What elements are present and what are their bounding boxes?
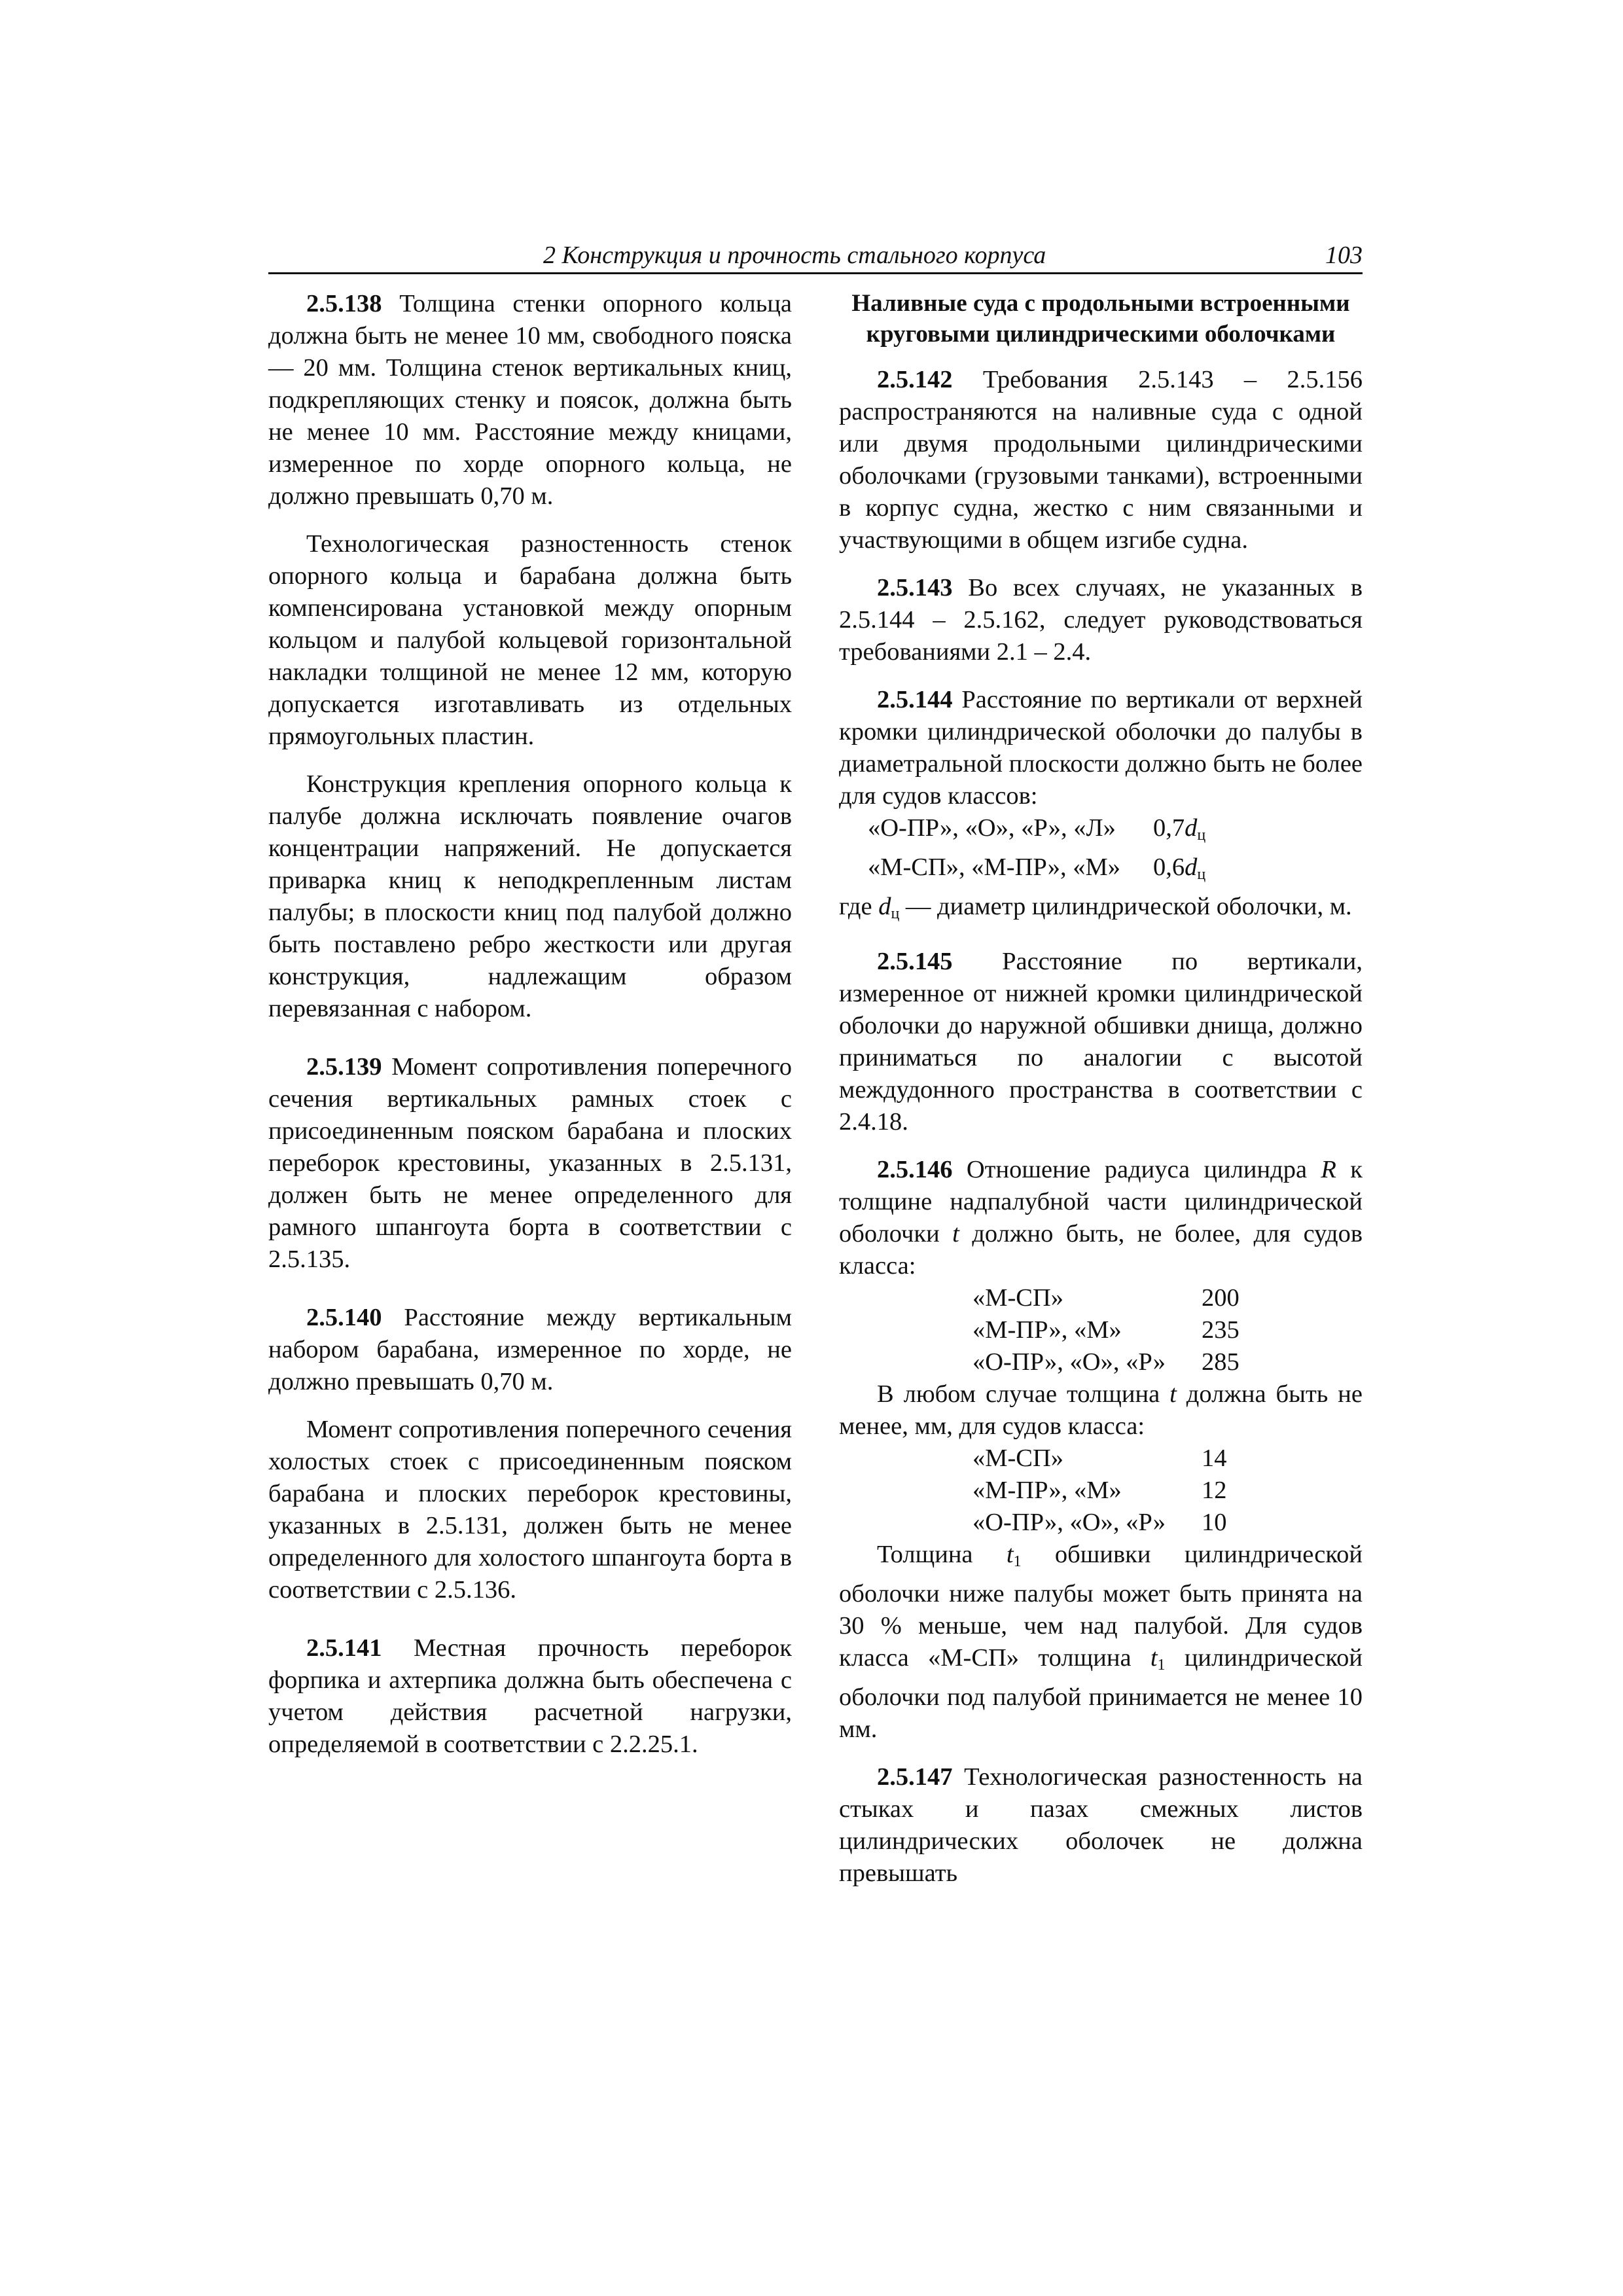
clause-number: 2.5.140 <box>306 1304 382 1331</box>
paragraph: Момент сопротивления поперечного сечения холостых стоек с присоединенным пояском барабана и плоских переборок крестовины, указанных в 2.5.131, должен быть не менее определенного для холостого шпангоута борта в соответствии с 2.5.136. <box>268 1416 792 1604</box>
paragraph-2-5-138 <box>268 288 792 512</box>
table-value: $0,7d_ц$ <box>1153 814 1206 844</box>
vessel-class: «О-ПР», «О», «Р» <box>972 1509 1166 1536</box>
clause-number: 2.5.145 <box>877 948 953 975</box>
clause-number: 2.5.138 <box>306 290 382 317</box>
table-value: $0,6d_ц$ <box>1153 853 1206 883</box>
paragraph: Конструкция крепления опорного кольца к палубе должна исключать появление очагов концентрации напряжений. Не допускается приварка книц к неподкрепленным листам палубы; в плоскости книц под палубой должно быть поставлено ребро жесткости или другая конструкция, надлежащим образом перевязанная с набором. <box>268 770 792 1022</box>
vessel-class: «М-СП» <box>972 1444 1064 1472</box>
paragraph-text: Местная прочность переборок форпика и ахтерпика должна быть обеспечена с учетом действия расчетной нагрузки, определяемой в соответствии с 2.2.25.1. <box>268 1634 792 1758</box>
table-row <box>839 1507 1363 1539</box>
vessel-class: «М-ПР», «М» <box>972 1477 1122 1504</box>
clause-number: 2.5.142 <box>877 366 953 393</box>
page-header <box>268 241 1363 274</box>
left-column <box>268 288 792 1761</box>
paragraph-text: Расстояние между вертикальным набором барабана, измеренное по хорде, не должно превышать 0,70 м. <box>268 1304 792 1395</box>
vessel-class: «М-СП», «М-ПР», «М» <box>868 853 1120 881</box>
paragraph: В любом случае толщина t должна быть не менее, мм, для судов класса: <box>839 1380 1363 1440</box>
table-row <box>839 1346 1363 1378</box>
paragraph: где $d_ц$ — диаметр цилиндрической оболочки, м. <box>839 893 1352 922</box>
vessel-class: «О-ПР», «О», «Р» <box>972 1348 1166 1376</box>
paragraph-text: Расстояние по вертикали от верхней кромки цилиндрической оболочки до палубы в диаметральной плоскости должно быть не более для судов классов: <box>839 686 1363 810</box>
paragraph-2-5-145 <box>839 946 1363 1138</box>
radius-ratio-table <box>839 1282 1363 1378</box>
table-row <box>839 1443 1363 1475</box>
class-distance-table <box>839 812 1363 891</box>
table-row <box>839 1282 1363 1314</box>
paragraph-2-5-142 <box>839 364 1363 556</box>
table-value: 200 <box>1202 1284 1240 1312</box>
paragraph-text: Требования 2.5.143 – 2.5.156 распространяются на наливные суда с одной или двумя продольными цилиндрическими оболочками (грузовыми танками), встроенными в корпус судна, жестко с ним связанными и участвующими в общем изгибе судна. <box>839 366 1363 554</box>
clause-number: 2.5.147 <box>877 1763 953 1791</box>
paragraph-text: Толщина стенки опорного кольца должна быть не менее 10 мм, свободного пояска — 20 мм. Толщина стенок вертикальных книц, подкрепляющих стенку и поясок, должна быть не менее 10 мм. Расстояние между кницами, измеренное по хорде опорного кольца, не должно превышать 0,70 м. <box>268 290 792 510</box>
table-row <box>839 1475 1363 1507</box>
paragraph-text: Технологическая разностенность на стыках и пазах смежных листов цилиндрических оболочек не должна превышать <box>839 1763 1363 1887</box>
section-title: Наливные суда с продольными встроенными круговыми цилиндрическими оболочками <box>851 290 1350 348</box>
min-thickness-table <box>839 1443 1363 1539</box>
paragraph-2-5-140 <box>268 1302 792 1398</box>
paragraph-2-5-146: 2.5.146 Отношение радиуса цилиндра R к толщине надпалубной части цилиндрической оболочки t должно быть, не более, для судов класса: <box>839 1156 1363 1280</box>
paragraph-2-5-147 <box>839 1761 1363 1890</box>
table-row <box>839 852 1363 891</box>
clause-number: 2.5.146 <box>877 1156 953 1183</box>
paragraph-text: Во всех случаях, не указанных в 2.5.144 – 2.5.162, следует руководствоваться требованиями 2.1 – 2.4. <box>839 574 1363 666</box>
paragraph-2-5-139 <box>268 1051 792 1276</box>
paragraph: Технологическая разностенность стенок опорного кольца и барабана должна быть компенсирована установкой между опорным кольцом и палубой кольцевой горизонтальной накладки толщиной не менее 12 мм, которую допускается изготавливать из отдельных прямоугольных пластин. <box>268 530 792 750</box>
paragraph: Толщина $t_1$ обшивки цилиндрической оболочки ниже палубы может быть принята на 30 % меньше, чем над палубой. Для судов класса «М-СП» толщина $t_1$ цилиндрической оболочки под палубой принимается не менее 10 мм. <box>839 1541 1363 1743</box>
clause-number: 2.5.139 <box>306 1053 382 1081</box>
paragraph-text: Расстояние по вертикали, измеренное от нижней кромки цилиндрической оболочки до наружной обшивки днища, должно приниматься по аналогии с высотой междудонного пространства в соответствии с 2.4.18. <box>839 948 1363 1136</box>
clause-number: 2.5.143 <box>877 574 953 601</box>
table-value: 235 <box>1202 1316 1240 1344</box>
clause-number: 2.5.141 <box>306 1634 382 1662</box>
paragraph-text: Момент сопротивления поперечного сечения вертикальных рамных стоек с присоединенным пояском барабана и плоских переборок крестовины, указанных в 2.5.131, должен быть не менее определенного для рамного шпангоута борта в соответствии с 2.5.135. <box>268 1053 792 1273</box>
paragraph-2-5-143 <box>839 572 1363 668</box>
vessel-class: «О-ПР», «О», «Р», «Л» <box>868 814 1116 842</box>
page-number: 103 <box>1325 242 1363 269</box>
vessel-class: «М-ПР», «М» <box>972 1316 1122 1344</box>
right-column <box>839 288 1363 1890</box>
paragraph-2-5-144 <box>839 684 1363 812</box>
table-value: 12 <box>1202 1477 1227 1504</box>
table-row <box>839 1314 1363 1346</box>
clause-number: 2.5.144 <box>877 686 953 713</box>
running-title: 2 Конструкция и прочность стального корпуса <box>543 242 1046 269</box>
vessel-class: «М-СП» <box>972 1284 1064 1312</box>
table-value: 10 <box>1202 1509 1227 1536</box>
table-row <box>839 812 1363 852</box>
table-value: 14 <box>1202 1444 1227 1472</box>
paragraph-2-5-141 <box>268 1632 792 1761</box>
table-value: 285 <box>1202 1348 1240 1376</box>
